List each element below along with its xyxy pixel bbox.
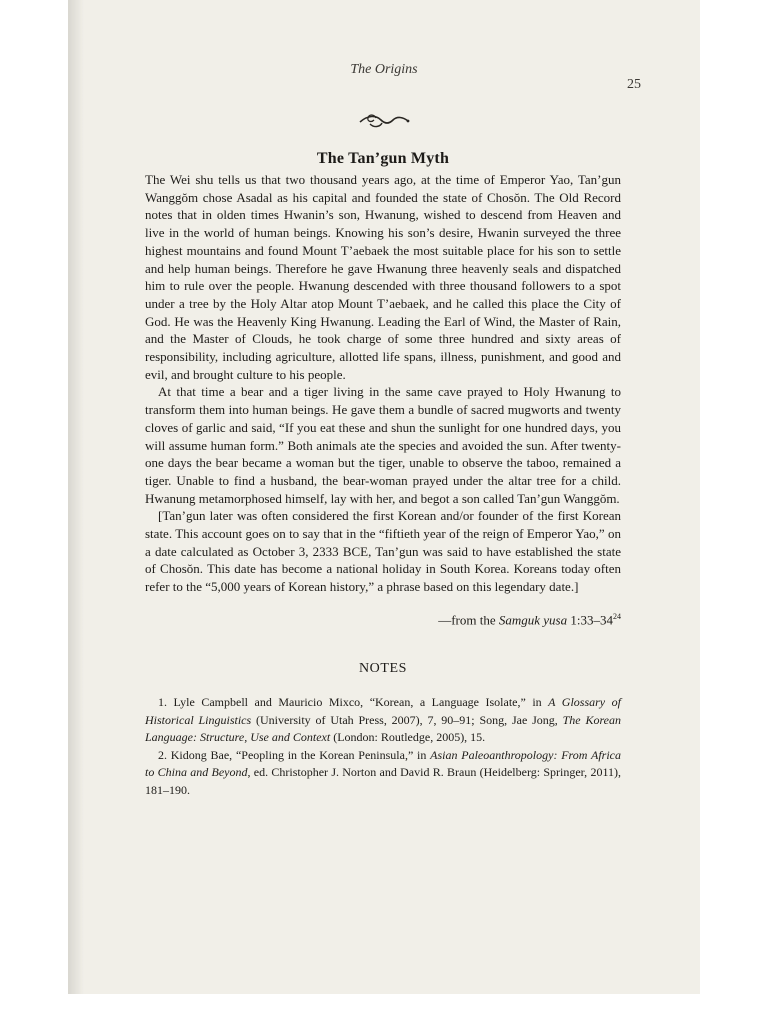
note-item bbox=[145, 747, 621, 800]
attribution-work-title: Samguk yusa bbox=[498, 612, 568, 628]
note-text: , ed. Christopher J. Norton and David R. Braun (Heidelberg: Springer, 2011), 181–190. bbox=[145, 765, 622, 797]
paragraph-3: [Tan’gun later was often considered the first Korean and/or founder of the first Korean state. This account goes on to say that in the “fiftieth year of the reign of Emperor Yao,” on a date calculated as October 3, 2333 BCE, Tan’gun was said to have established the state of Chosŏn. This date has become a national holiday in South Korea. Koreans today often refer to the “5,000 years of Korean history,” a phrase based on this legendary date.] bbox=[145, 508, 621, 595]
note-text: (London: Routledge, 2005), 15. bbox=[330, 730, 486, 745]
attribution-prefix: —from the bbox=[438, 612, 499, 628]
notes-list bbox=[145, 694, 621, 799]
main-text bbox=[145, 150, 621, 799]
page-number: 25 bbox=[627, 77, 641, 92]
note-title: A Glossary of Historical Linguistics bbox=[145, 695, 621, 727]
source-attribution bbox=[145, 608, 621, 629]
section-title: The Tan’gun Myth bbox=[316, 150, 450, 167]
notes-heading: NOTES bbox=[358, 661, 408, 677]
fleuron-ornament-icon bbox=[356, 112, 412, 130]
paragraph-1: The Wei shu tells us that two thousand years ago, at the time of Emperor Yao, Tan’gun Wanggŏm chose Asadal as his capital and founded the state of Chosŏn. The Old Record notes that in olden times Hwanin’s son, Hwanung, wished to descend from Heaven and live in the world of human beings. Knowing his son’s desire, Hwanin surveyed the three highest mountains and found Mount T’aebaek the most suitable place for his son to settle and help human beings. Therefore he gave Hwanung three heavenly seals and dispatched him to rule over the people. Hwanung descended with three thousand followers to a spot under a tree by the Holy Altar atop Mount T’aebaek, and he called this place the City of God. He was the Heavenly King Hwanung. Leading the Earl of Wind, the Master of Rain, and the Master of Clouds, he took charge of some three hundred and sixty areas of responsibility, including agriculture, allotted life spans, illness, punishment, and good and evil, and brought culture to his people. bbox=[145, 172, 621, 382]
book-page bbox=[68, 0, 700, 994]
note-text: Kidong Bae, “Peopling in the Korean Peninsula,” in bbox=[167, 747, 431, 762]
note-number: 2. bbox=[158, 747, 167, 762]
attribution-locator: 1:33–34 bbox=[567, 612, 613, 628]
footnote-reference: 24 bbox=[613, 611, 621, 621]
note-item bbox=[145, 694, 621, 747]
note-text: (University of Utah Press, 2007), 7, 90–91; Song, Jae Jong, bbox=[251, 712, 563, 727]
note-title: Asian Paleoanthropology: From Africa to China and Beyond bbox=[145, 747, 621, 780]
note-text: Lyle Campbell and Mauricio Mixco, “Korean, a Language Isolate,” in bbox=[167, 695, 549, 710]
running-head: The Origins bbox=[350, 62, 418, 77]
note-number: 1. bbox=[158, 695, 167, 710]
paragraph-2: At that time a bear and a tiger living in the same cave prayed to Holy Hwanung to transform them into human beings. He gave them a bundle of sacred mugworts and twenty cloves of garlic and said, “If you eat these and shun the sunlight for one hundred days, you will assume human form.” Both animals ate the species and avoided the sun. After twenty-one days the bear became a woman but the tiger, unable to observe the taboo, remained a tiger. Unable to find a husband, the bear-woman prayed under the altar tree for a child. Hwanung metamorphosed himself, lay with her, and begot a son called Tan’gun Wanggŏm. bbox=[145, 384, 621, 506]
note-title: The Korean Language: Structure, Use and Context bbox=[145, 712, 622, 745]
